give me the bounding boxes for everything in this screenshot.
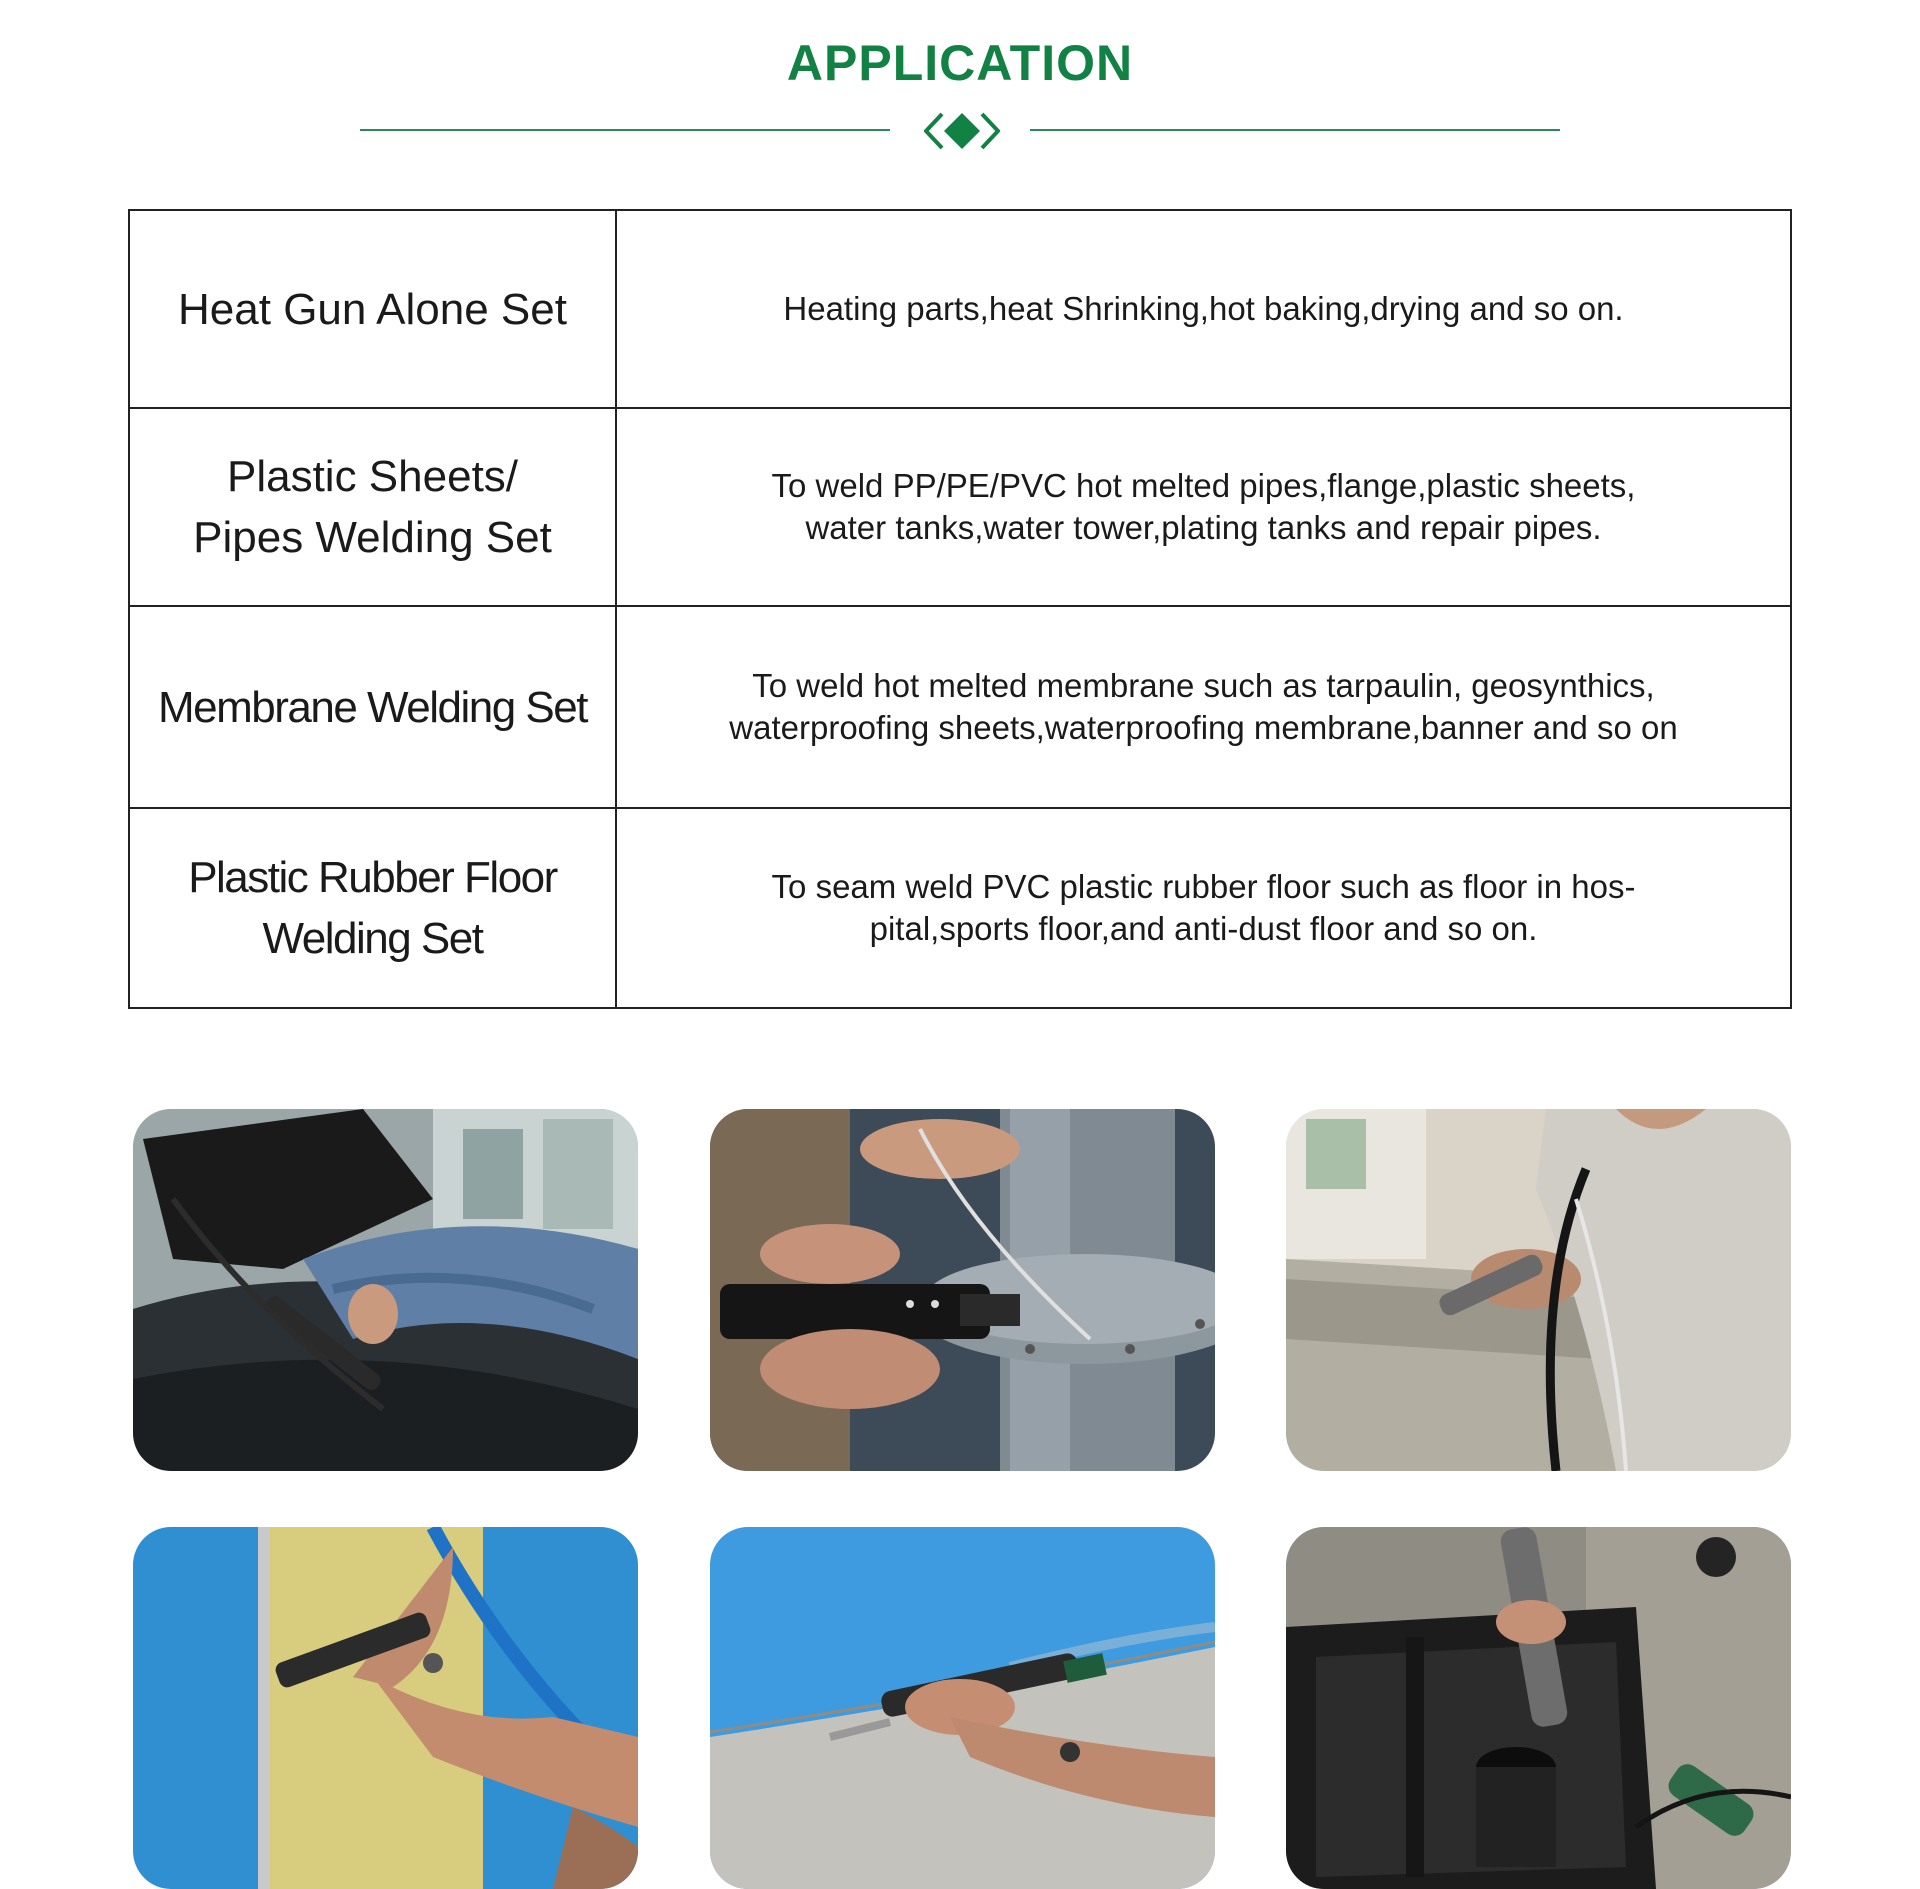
application-text-line-1: To seam weld PVC plastic rubber floor such as floor in hos-: [771, 868, 1636, 905]
application-text-line-2: pital,sports floor,and anti-dust floor and so on.: [869, 910, 1538, 947]
application-photo-membrane-worker: [133, 1109, 638, 1471]
application-cell: [616, 408, 1791, 606]
set-name-cell: [129, 210, 616, 408]
application-text-line-2: waterproofing sheets,waterproofing membrane,banner and so on: [729, 709, 1678, 746]
page-title: APPLICATION: [786, 35, 1134, 91]
set-name: Heat Gun Alone Set: [178, 284, 567, 334]
application-text-line-1: To weld PP/PE/PVC hot melted pipes,flange,plastic sheets,: [771, 467, 1636, 504]
application-photo-tank-welding: [1286, 1109, 1791, 1471]
application-cell: [616, 808, 1791, 1008]
application-text-line-1: To weld hot melted membrane such as tarpaulin, geosynthics,: [752, 667, 1655, 704]
table-row: [129, 606, 1791, 808]
application-text-line-2: water tanks,water tower,plating tanks and repair pipes.: [805, 509, 1602, 546]
table-row: [129, 408, 1791, 606]
application-photo-pipe-flange: [710, 1109, 1215, 1471]
diamond-ornament-icon: [924, 108, 1000, 154]
set-name: Membrane Welding Set: [158, 682, 587, 732]
set-name-line-1: Plastic Rubber Floor: [188, 853, 557, 902]
title-divider-left: [360, 129, 890, 131]
set-name-cell: [129, 808, 616, 1008]
application-photo-floor-seam: [710, 1527, 1215, 1889]
application-text: Heating parts,heat Shrinking,hot baking,drying and so on.: [783, 290, 1624, 327]
set-name-cell: [129, 408, 616, 606]
application-table: [128, 209, 1792, 1009]
set-name-line-1: Plastic Sheets/: [226, 452, 519, 501]
application-photo-black-box: [1286, 1527, 1791, 1889]
table-row: [129, 808, 1791, 1008]
table-row: [129, 210, 1791, 408]
set-name-line-2: Pipes Welding Set: [193, 513, 552, 562]
application-photo-blue-membrane: [133, 1527, 638, 1889]
application-cell: [616, 210, 1791, 408]
set-name-cell: [129, 606, 616, 808]
set-name-line-2: Welding Set: [262, 914, 483, 963]
application-cell: [616, 606, 1791, 808]
title-divider-right: [1030, 129, 1560, 131]
